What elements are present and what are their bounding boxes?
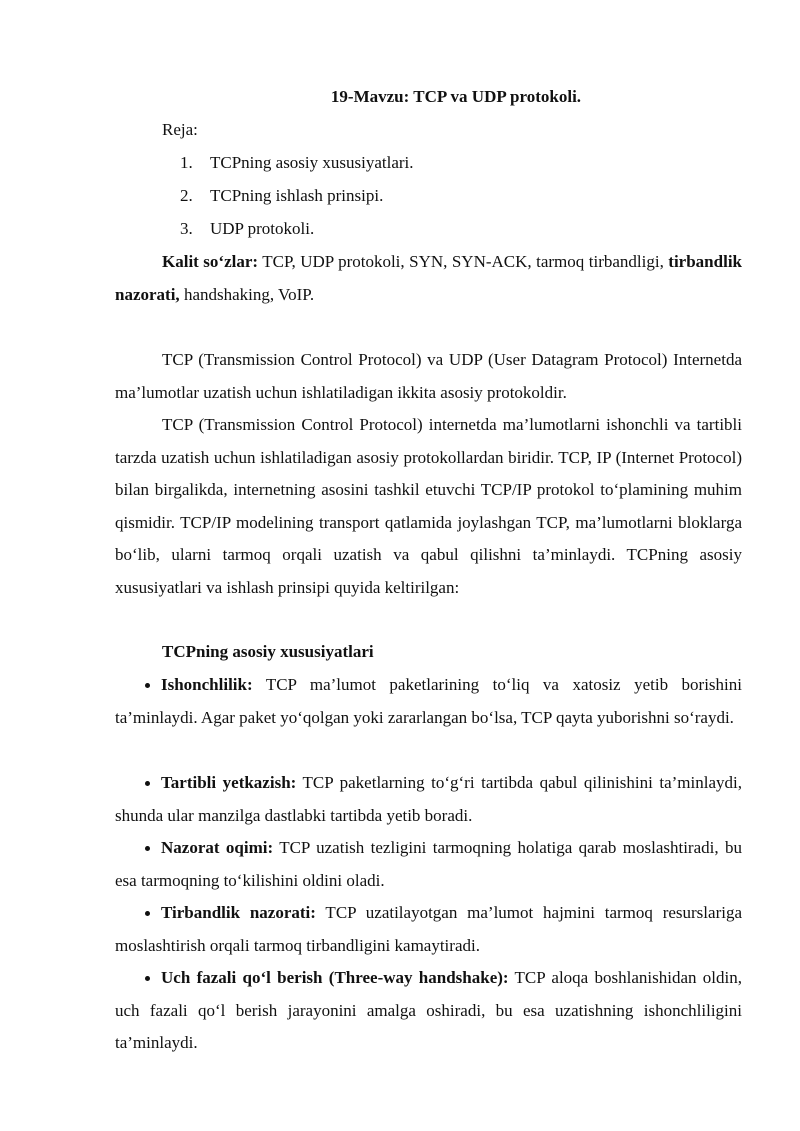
plan-item-number: 2. [180,186,193,205]
bullet-text: TCP uzatilayotgan ma’lumot hajmini tarmoq resurslariga moslashtirish orqali tarmoq tirbandligini kamaytiradi. [115,903,742,955]
plan-item-number: 3. [180,219,193,238]
keywords-text: TCP, UDP protokoli, SYN, SYN-ACK, tarmoq tirbandligi, [258,252,669,271]
bullet-term: Ishonchlilik: [161,675,253,694]
plan-item-text: UDP protokoli. [210,219,315,238]
keywords-bold: tirbandlik nazorati, [115,252,742,304]
plan-item-number: 1. [180,153,193,172]
bullet-item [115,767,742,832]
bullet-item [115,897,742,962]
intro-paragraph: TCP (Transmission Control Protocol) va UDP (User Datagram Protocol) Internetda ma’lumotlar uzatish uchun ishlatiladigan ikkita asosiy protokoldir. [115,350,742,402]
bullet-term: Tartibli yetkazish: [161,773,297,792]
bullet-term: Uch fazali qo‘l berish (Three-way handshake): [161,968,509,987]
bullet-item [115,962,742,1060]
bullet-icon [145,976,150,981]
keywords-paragraph [115,246,742,311]
bullet-text: TCP ma’lumot paketlarining to‘liq va xatosiz yetib borishini ta’minlaydi. Agar paket yo‘qolgan yoki zararlangan bo‘lsa, TCP qayta yuborishni so‘raydi. [115,675,742,727]
tcp-description-paragraph: TCP (Transmission Control Protocol) internetda ma’lumotlarni ishonchli va tartibli tarzda uzatish uchun ishlatiladigan asosiy protokollardan biridir. TCP, IP (Internet Protocol) bilan birgalikda, internetning asosini tashkil etuvchi TCP/IP protokol to‘plamining muhim qismidir. TCP/IP modelining transport qatlamida joylashgan TCP, ma’lumotlarni bloklarga bo‘lib, ularni tarmoq orqali uzatish va qabul qilishni ta’minlaydi. TCPning asosiy xususiyatlari va ishlash prinsipi quyida keltirilgan: [115,415,742,597]
bullet-text: TCP paketlarning to‘g‘ri tartibda qabul qilinishini ta’minlaydi, shunda ular manzilga dastlabki tartibda yetib boradi. [115,773,742,825]
bullet-term: Nazorat oqimi: [161,838,274,857]
bullet-icon [145,781,150,786]
keywords-label: Kalit so‘zlar: [162,252,259,271]
bullet-item [115,832,742,897]
section-subheading: TCPning asosiy xususiyatlari [162,642,374,661]
bullet-item [115,669,742,734]
bullet-icon [145,911,150,916]
bullet-term: Tirbandlik nazorati: [161,903,316,922]
document-title: 19-Mavzu: TCP va UDP protokoli. [330,87,582,106]
bullet-icon [145,683,150,688]
bullet-icon [145,846,150,851]
bullet-text: TCP uzatish tezligini tarmoqning holatiga qarab moslashtiradi, bu esa tarmoqning to‘kilishini oldini oladi. [115,838,742,890]
plan-item-text: TCPning asosiy xususiyatlari. [210,153,414,172]
plan-item-text: TCPning ishlash prinsipi. [210,186,384,205]
keywords-text-end: handshaking, VoIP. [179,284,315,304]
bullet-text: TCP aloqa boshlanishidan oldin, uch fazali qo‘l berish jarayonini amalga oshiradi, bu esa uzatishning ishonchliligini ta’minlaydi. [115,968,742,1052]
plan-label: Reja: [162,120,198,139]
